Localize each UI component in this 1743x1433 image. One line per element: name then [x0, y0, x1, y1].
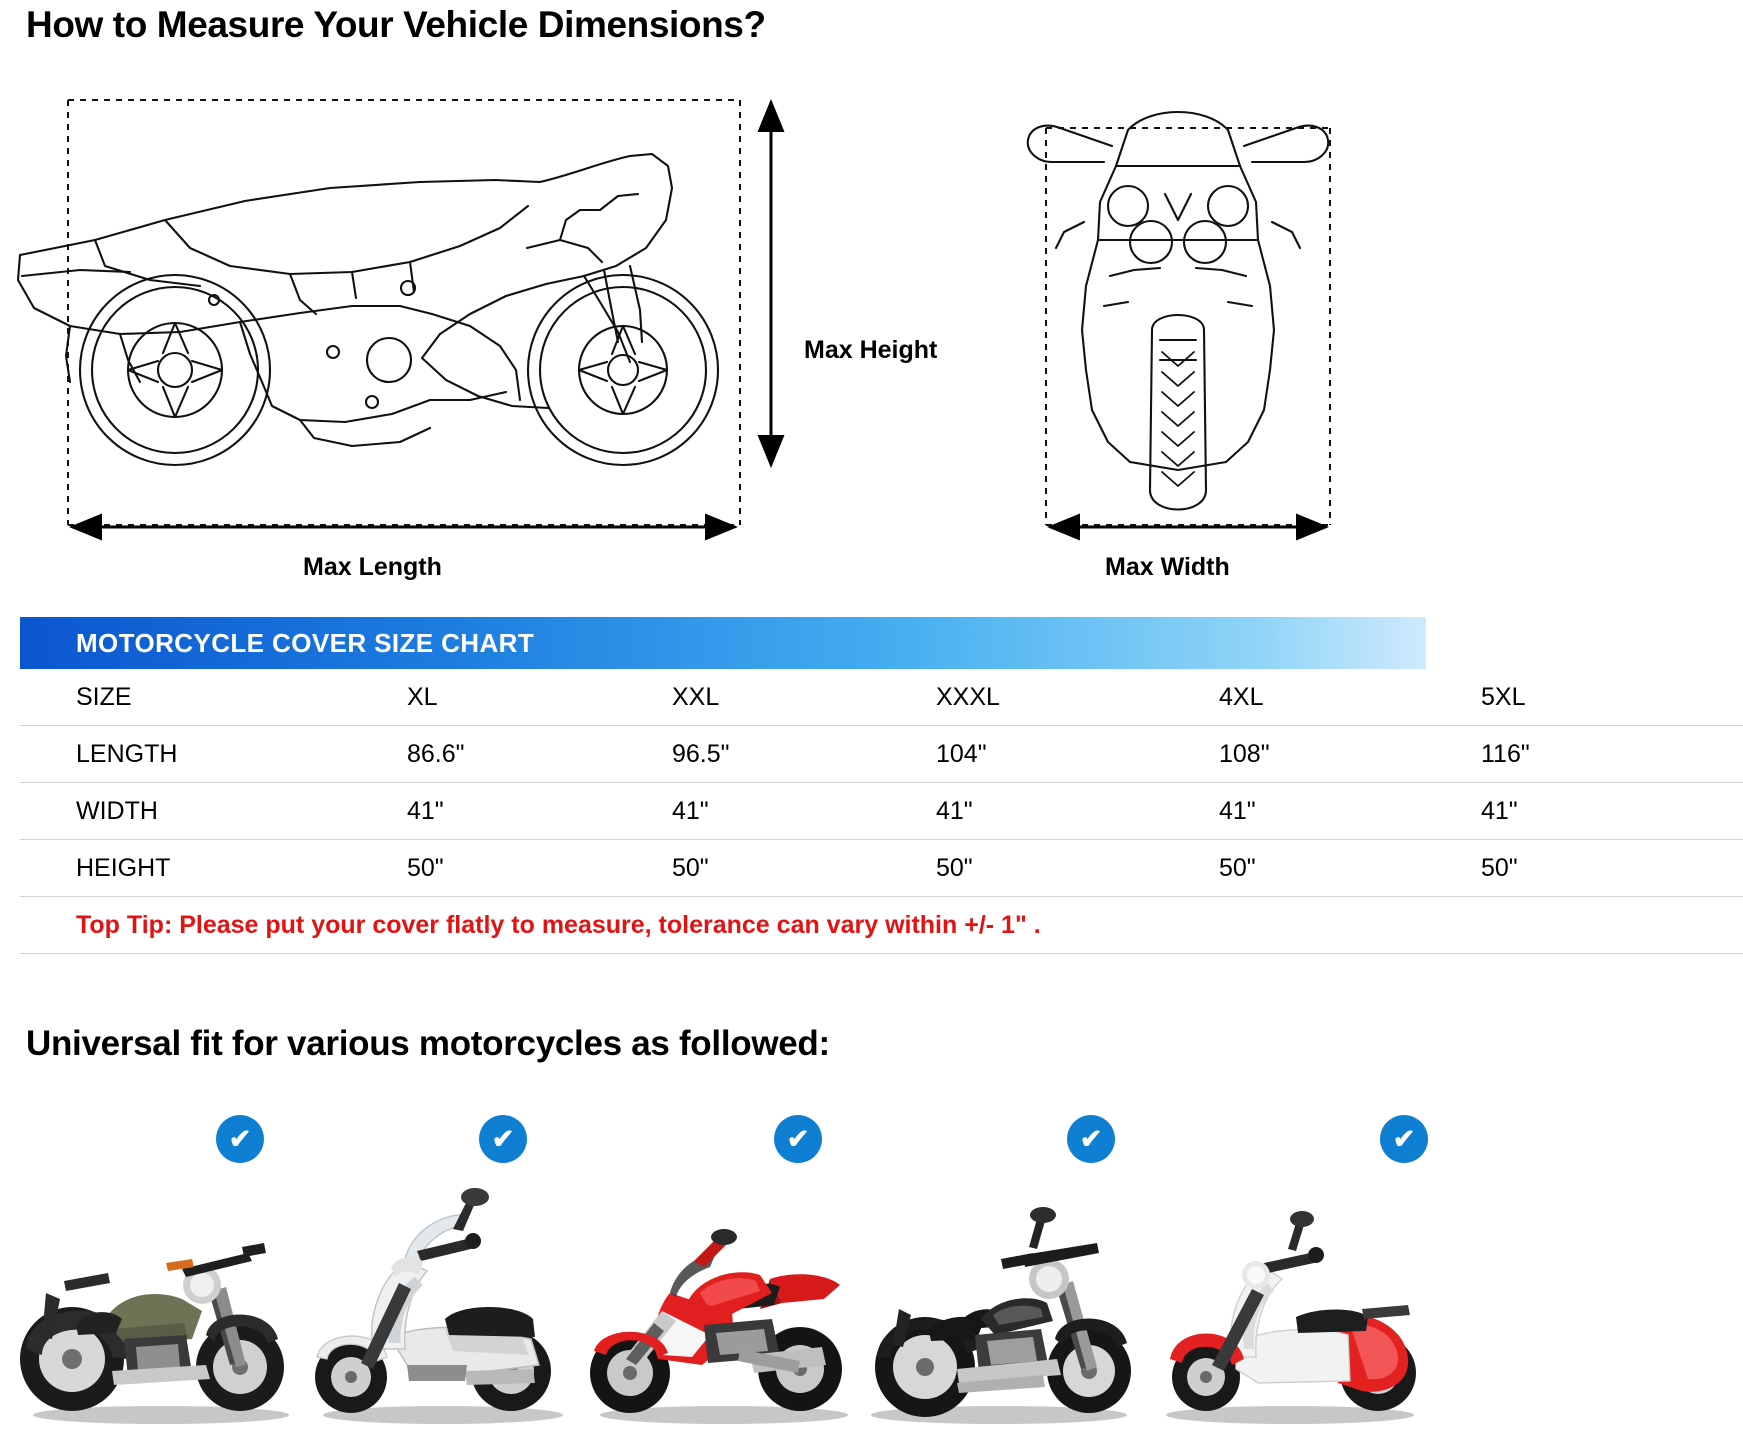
- row-label: LENGTH: [20, 726, 352, 783]
- top-tip-text: Top Tip: Please put your cover flatly to measure, tolerance can vary within +/- 1" .: [20, 897, 1743, 954]
- gallery-item-cruiser-black: [853, 1093, 1142, 1433]
- tip-row: [20, 897, 1743, 954]
- cell: 50": [619, 840, 884, 897]
- row-label: WIDTH: [20, 783, 352, 840]
- size-chart-header: [20, 617, 1426, 669]
- universal-fit-title: Universal fit for various motorcycles as followed:: [26, 1024, 830, 1063]
- table-row: [20, 840, 1743, 897]
- scooter-white-art: [295, 1143, 584, 1433]
- sport-bike-red-art: [574, 1143, 863, 1433]
- check-icon: ✔: [1067, 1115, 1115, 1163]
- motorcycle-gallery: [0, 1093, 1445, 1433]
- gallery-item-scooter-white: [295, 1093, 584, 1433]
- cruiser-black-art: [853, 1143, 1142, 1433]
- max-height-label: Max Height: [804, 336, 938, 364]
- gallery-item-cruiser-motorcycle: [16, 1093, 305, 1433]
- cell: 5XL: [1431, 669, 1743, 726]
- max-width-label: Max Width: [1105, 553, 1230, 581]
- cell: 41": [1168, 783, 1431, 840]
- page-title: How to Measure Your Vehicle Dimensions?: [26, 4, 766, 45]
- gallery-item-sport-bike-red: [574, 1093, 863, 1433]
- cell: 41": [619, 783, 884, 840]
- check-icon: ✔: [1380, 1115, 1428, 1163]
- front-bounding-box: [1046, 128, 1330, 525]
- cell: 96.5": [619, 726, 884, 783]
- check-icon: ✔: [479, 1115, 527, 1163]
- row-label: HEIGHT: [20, 840, 352, 897]
- cell: XL: [352, 669, 619, 726]
- front-view-motorcycle: [1028, 112, 1328, 510]
- table-row: [20, 669, 1743, 726]
- cell: XXL: [619, 669, 884, 726]
- table-row: [20, 726, 1743, 783]
- gallery-item-vespa-scooter-red: [1140, 1093, 1429, 1433]
- table-row: [20, 783, 1743, 840]
- cell: XXXL: [884, 669, 1168, 726]
- cell: 50": [352, 840, 619, 897]
- cell: 104": [884, 726, 1168, 783]
- check-icon: ✔: [774, 1115, 822, 1163]
- cell: 41": [352, 783, 619, 840]
- cell: 4XL: [1168, 669, 1431, 726]
- vespa-scooter-red-art: [1140, 1143, 1429, 1433]
- size-chart-table: [20, 669, 1743, 954]
- row-label: SIZE: [20, 669, 352, 726]
- check-icon: ✔: [216, 1115, 264, 1163]
- cell: 50": [1431, 840, 1743, 897]
- cell: 108": [1168, 726, 1431, 783]
- size-chart-title: MOTORCYCLE COVER SIZE CHART: [76, 627, 535, 658]
- cell: 86.6": [352, 726, 619, 783]
- cell: 41": [1431, 783, 1743, 840]
- measurement-diagram: [0, 70, 1445, 600]
- cell: 50": [1168, 840, 1431, 897]
- size-chart: [20, 617, 1530, 954]
- cell: 50": [884, 840, 1168, 897]
- diagram-svg: [0, 70, 1445, 600]
- cell: 116": [1431, 726, 1743, 783]
- max-length-label: Max Length: [303, 553, 442, 581]
- cell: 41": [884, 783, 1168, 840]
- cruiser-motorcycle-art: [16, 1143, 305, 1433]
- side-view-motorcycle: [18, 154, 718, 465]
